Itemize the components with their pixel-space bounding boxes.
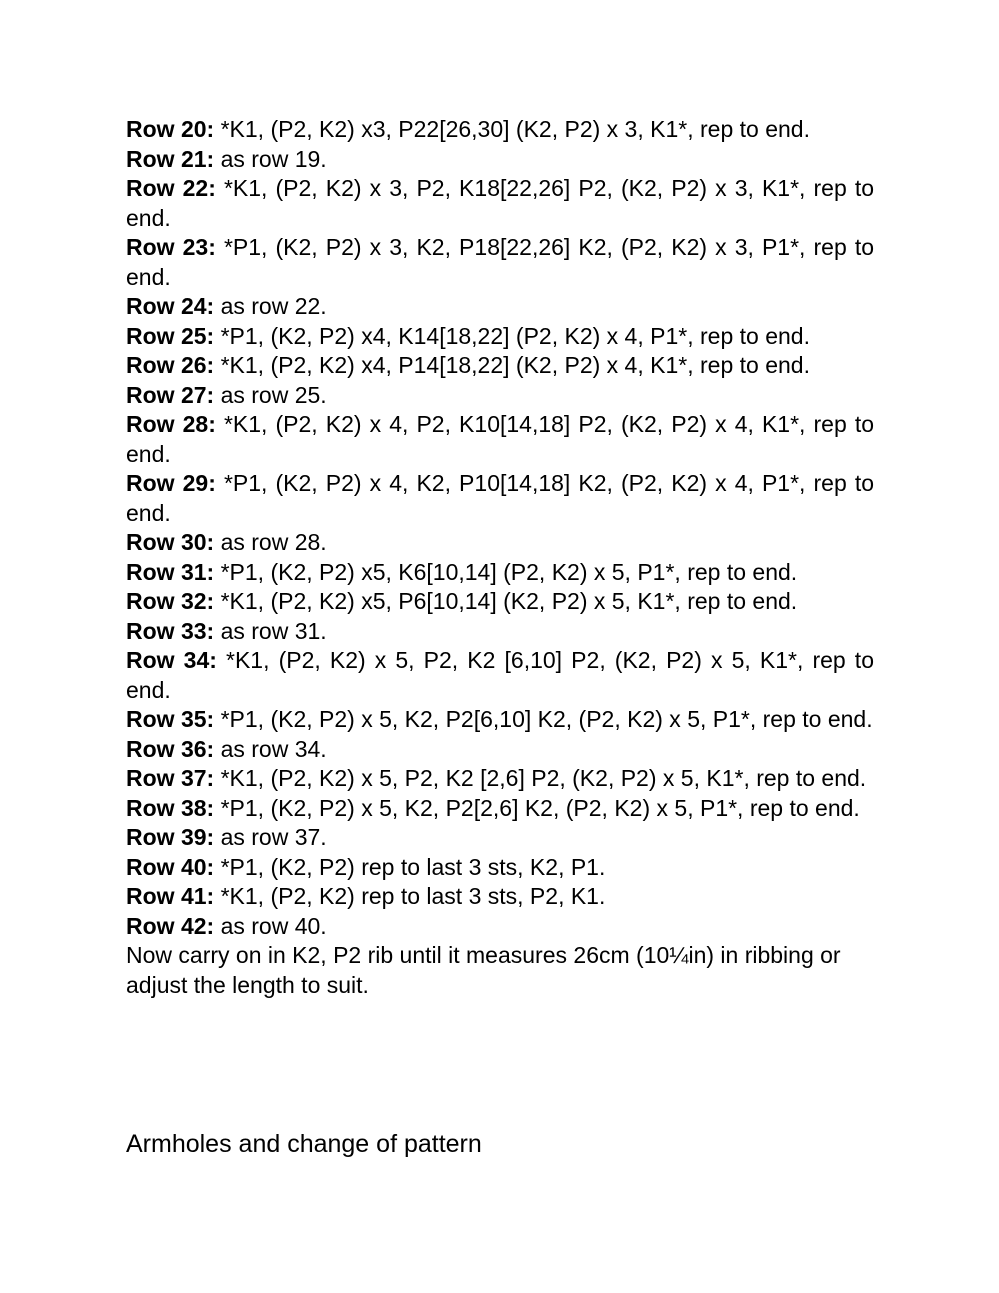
row-label: Row 20: xyxy=(126,116,215,142)
row-instruction: as row 28. xyxy=(214,529,327,555)
pattern-row xyxy=(126,853,874,883)
row-instruction: as row 37. xyxy=(214,824,327,850)
row-instruction: *K1, (P2, K2) rep to last 3 sts, P2, K1. xyxy=(214,883,606,909)
pattern-row xyxy=(126,823,874,853)
row-label: Row 41: xyxy=(126,883,215,909)
row-label: Row 38: xyxy=(126,794,215,821)
pattern-row xyxy=(126,764,874,794)
row-instruction: *K1, (P2, K2) x 3, P2, K18[22,26] P2, (K2, P2) x 3, K1*, rep to end. xyxy=(126,175,874,231)
pattern-row xyxy=(126,115,874,145)
row-instruction: as row 19. xyxy=(214,145,327,172)
row-instruction: *P1, (K2, P2) rep to last 3 sts, K2, P1. xyxy=(214,853,606,880)
row-instruction: *K1, (P2, K2) x4, P14[18,22] (K2, P2) x 4, K1*, rep to end. xyxy=(214,352,810,378)
row-instruction: *K1, (P2, K2) x3, P22[26,30] (K2, P2) x 3, K1*, rep to end. xyxy=(214,116,810,142)
row-label: Row 40: xyxy=(126,853,215,880)
row-label: Row 33: xyxy=(126,617,215,644)
pattern-row xyxy=(126,174,874,233)
pattern-row xyxy=(126,528,874,558)
pattern-row xyxy=(126,558,874,588)
pattern-row xyxy=(126,882,874,912)
row-label: Row 21: xyxy=(126,145,215,172)
pattern-row xyxy=(126,410,874,469)
row-instruction: *P1, (K2, P2) x 3, K2, P18[22,26] K2, (P2, K2) x 3, P1*, rep to end. xyxy=(126,234,874,290)
row-instruction: *K1, (P2, K2) x 5, P2, K2 [2,6] P2, (K2, P2) x 5, K1*, rep to end. xyxy=(214,765,867,791)
row-label: Row 35: xyxy=(126,706,215,732)
pattern-row xyxy=(126,646,874,705)
section-heading: Armholes and change of pattern xyxy=(126,1130,482,1158)
pattern-row xyxy=(126,912,874,942)
row-label: Row 32: xyxy=(126,588,215,614)
row-instruction: *K1, (P2, K2) x5, P6[10,14] (K2, P2) x 5, K1*, rep to end. xyxy=(214,588,798,614)
row-label: Row 22: xyxy=(126,175,216,201)
row-label: Row 27: xyxy=(126,381,215,408)
row-label: Row 24: xyxy=(126,293,215,319)
pattern-row xyxy=(126,322,874,352)
row-label: Row 42: xyxy=(126,912,215,939)
row-instruction: as row 31. xyxy=(214,617,327,644)
pattern-row xyxy=(126,381,874,411)
row-label: Row 34: xyxy=(126,647,217,673)
row-label: Row 25: xyxy=(126,322,215,349)
row-instruction: *P1, (K2, P2) x5, K6[10,14] (P2, K2) x 5, P1*, rep to end. xyxy=(214,558,798,585)
row-label: Row 31: xyxy=(126,558,215,585)
pattern-row xyxy=(126,794,874,824)
closing-paragraph: Now carry on in K2, P2 rib until it measures 26cm (10¼in) in ribbing or adjust the length to suit. xyxy=(126,942,841,998)
row-instruction: *P1, (K2, P2) x4, K14[18,22] (P2, K2) x 4, P1*, rep to end. xyxy=(214,322,810,349)
row-list xyxy=(126,115,874,941)
pattern-row xyxy=(126,292,874,322)
row-instruction: *P1, (K2, P2) x 5, K2, P2[2,6] K2, (P2, K2) x 5, P1*, rep to end. xyxy=(214,794,860,821)
row-label: Row 39: xyxy=(126,824,215,850)
row-instruction: *P1, (K2, P2) x 5, K2, P2[6,10] K2, (P2, K2) x 5, P1*, rep to end. xyxy=(214,706,873,732)
pattern-row xyxy=(126,351,874,381)
row-label: Row 28: xyxy=(126,411,216,437)
row-label: Row 26: xyxy=(126,352,215,378)
row-label: Row 37: xyxy=(126,765,215,791)
row-instruction: *P1, (K2, P2) x 4, K2, P10[14,18] K2, (P2, K2) x 4, P1*, rep to end. xyxy=(126,470,874,526)
row-instruction: as row 34. xyxy=(214,735,327,762)
pattern-row xyxy=(126,233,874,292)
row-instruction: as row 40. xyxy=(214,912,327,939)
pattern-row xyxy=(126,469,874,528)
row-instruction: as row 25. xyxy=(214,381,327,408)
row-label: Row 29: xyxy=(126,470,216,496)
pattern-row xyxy=(126,705,874,735)
pattern-instructions xyxy=(126,115,874,1000)
pattern-row xyxy=(126,145,874,175)
row-instruction: *K1, (P2, K2) x 4, P2, K10[14,18] P2, (K2, P2) x 4, K1*, rep to end. xyxy=(126,411,874,467)
row-label: Row 36: xyxy=(126,735,215,762)
pattern-row xyxy=(126,587,874,617)
row-label: Row 23: xyxy=(126,234,216,260)
row-label: Row 30: xyxy=(126,529,215,555)
row-instruction: as row 22. xyxy=(214,293,327,319)
pattern-row xyxy=(126,617,874,647)
row-instruction: *K1, (P2, K2) x 5, P2, K2 [6,10] P2, (K2, P2) x 5, K1*, rep to end. xyxy=(126,647,874,703)
pattern-row xyxy=(126,735,874,765)
